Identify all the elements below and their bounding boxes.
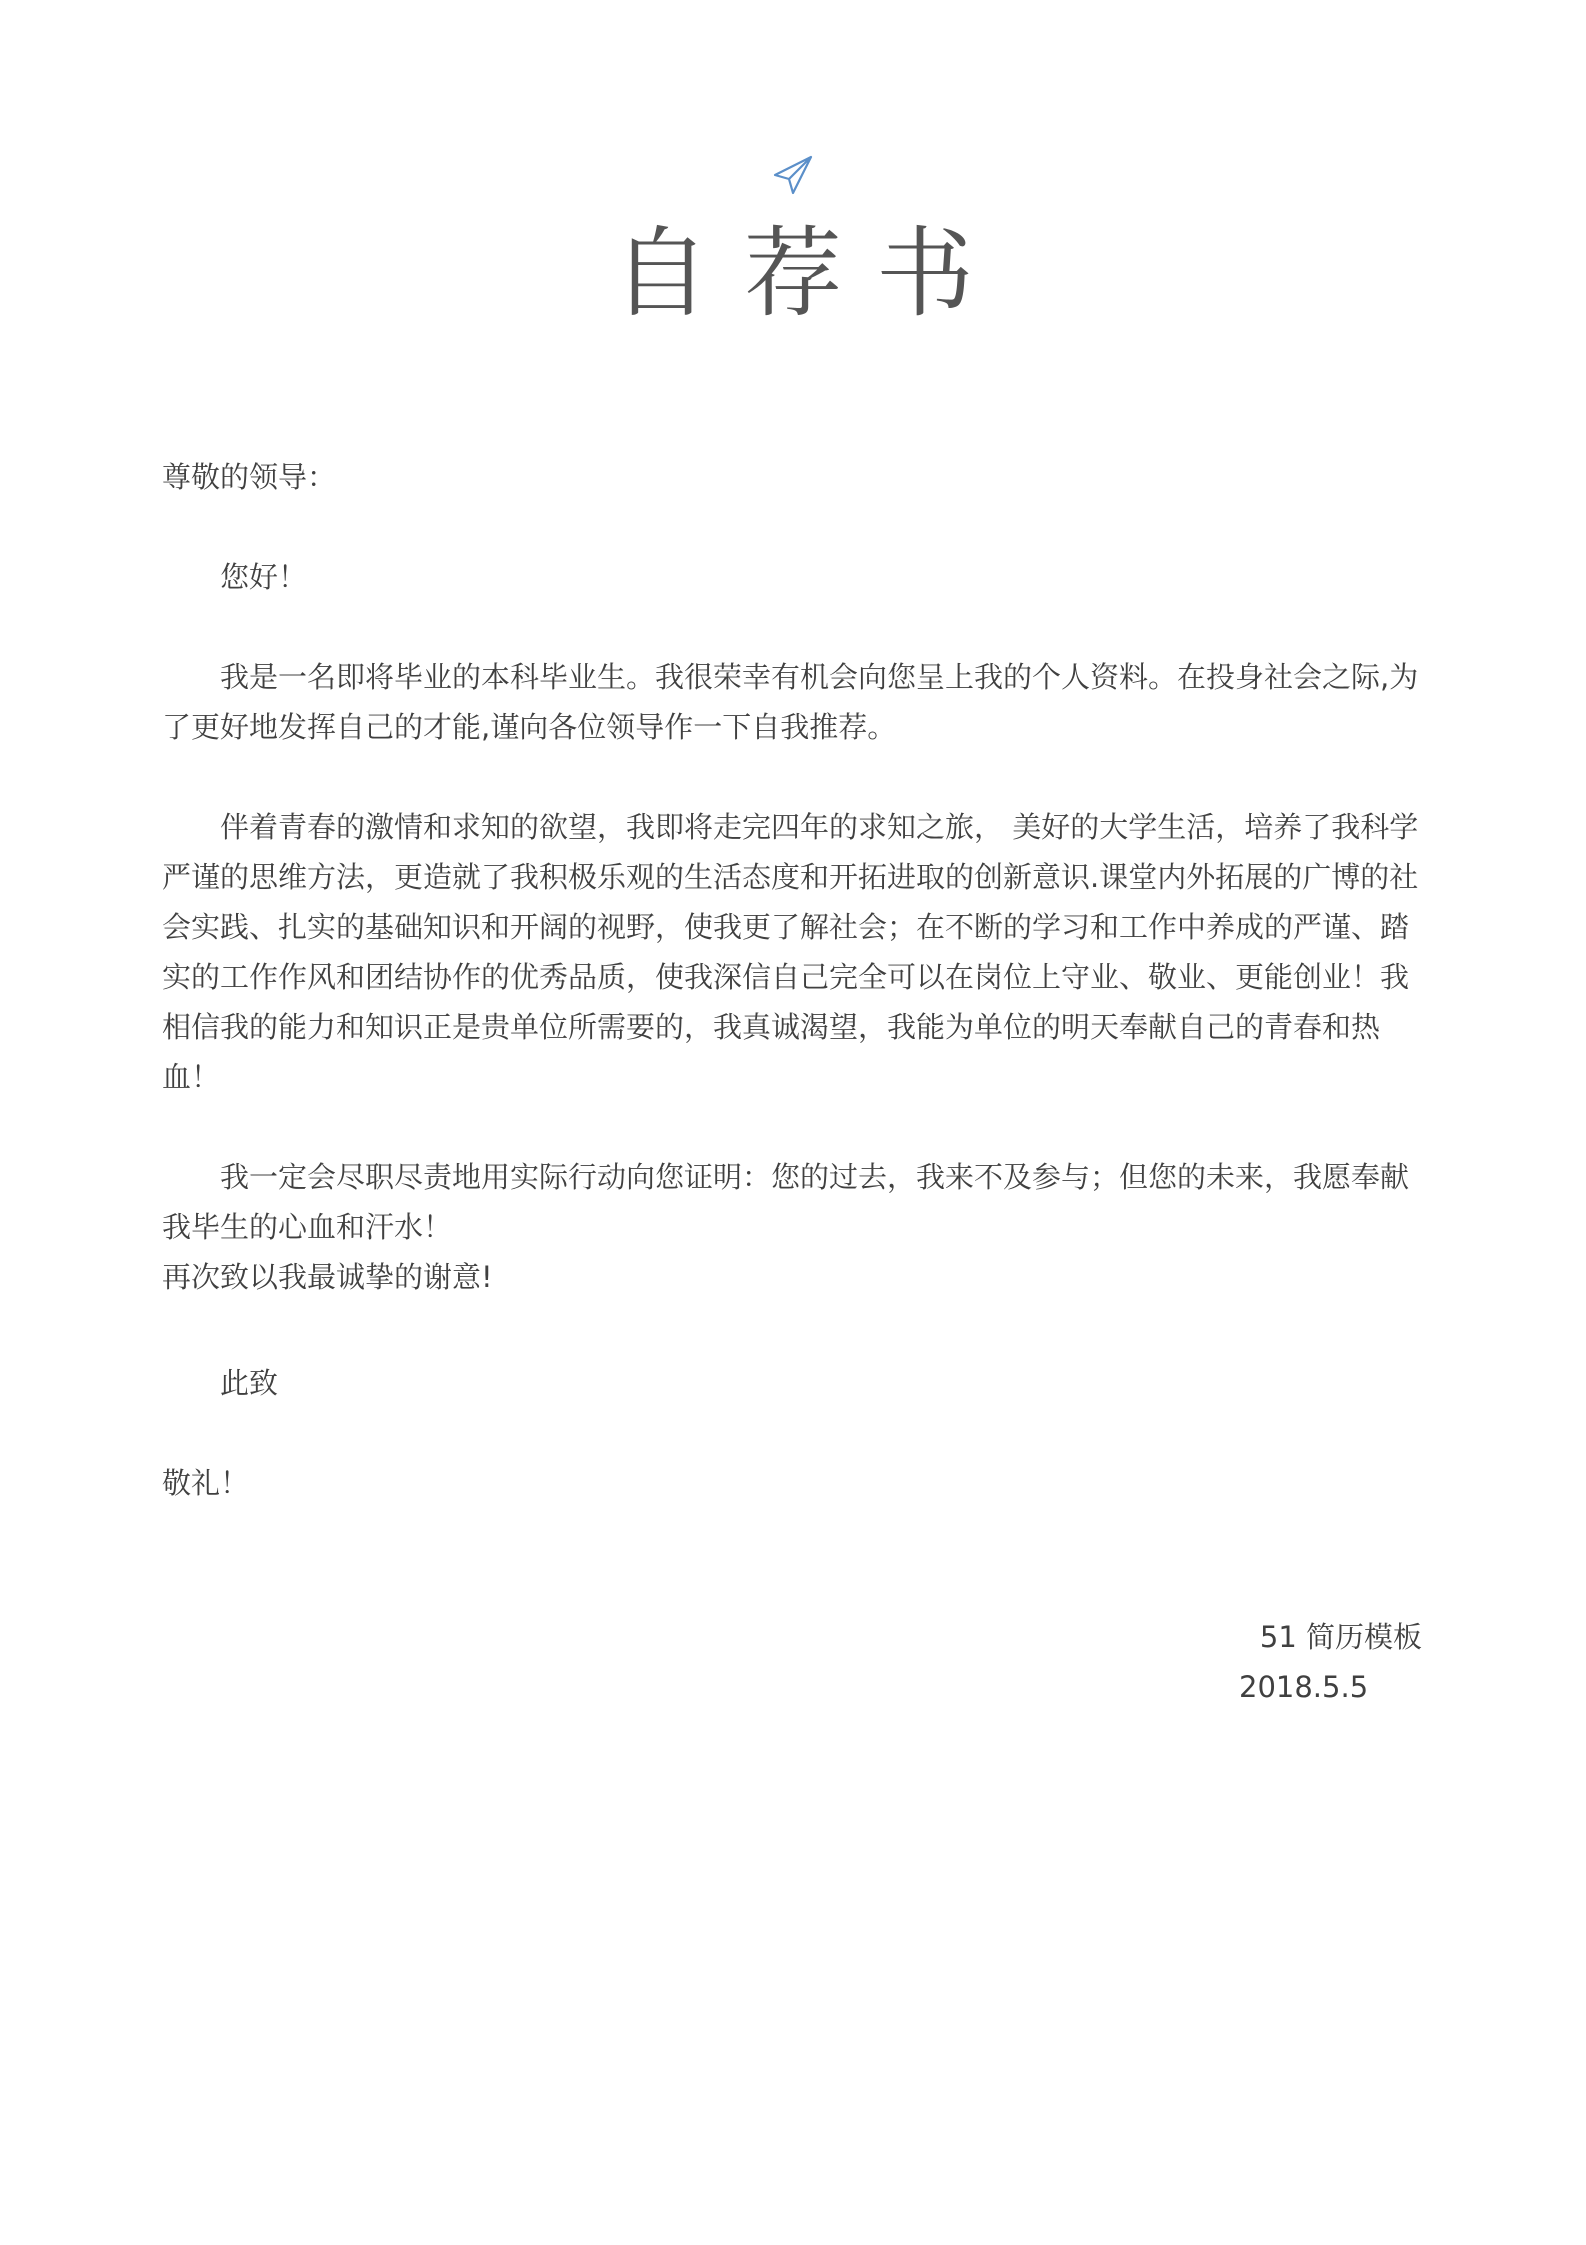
closing-cizhi: 此致	[220, 1366, 279, 1400]
paragraph-intro: 我是一名即将毕业的本科毕业生。我很荣幸有机会向您呈上我的个人资料。在投身社会之际,为了更好地发挥自己的才能,谨向各位领导作一下自我推荐。	[162, 660, 1419, 744]
letter-body	[162, 452, 1432, 1302]
signature-name: 51 简历模板	[1259, 1620, 1422, 1654]
paragraph-commitment: 我一定会尽职尽责地用实际行动向您证明：您的过去，我来不及参与；但您的未来，我愿奉献我毕生的心血和汗水！	[162, 1160, 1410, 1244]
paragraph-experience: 伴着青春的激情和求知的欲望，我即将走完四年的求知之旅， 美好的大学生活，培养了我科学严谨的思维方法，更造就了我积极乐观的生活态度和开拓进取的创新意识.课堂内外拓展的广博的社会实践、扎实的基础知识和开阔的视野，使我更了解社会；在不断的学习和工作中养成的严谨、踏实的工作作风和团结协作的优秀品质，使我深信自己完全可以在岗位上守业、敬业、更能创业！我相信我的能力和知识正是贵单位所需要的，我真诚渴望，我能为单位的明天奉献自己的青春和热血！	[162, 810, 1419, 1094]
salutation: 尊敬的领导：	[162, 460, 337, 494]
greeting: 您好！	[220, 560, 308, 594]
page-title: 自荐书	[611, 217, 1008, 331]
signature-block	[1200, 1612, 1460, 1704]
signature-date: 2018.5.5	[1239, 1670, 1369, 1704]
closing-block	[162, 1358, 762, 1508]
thanks-line: 再次致以我最诚挚的谢意!	[162, 1260, 493, 1294]
closing-jingli: 敬礼！	[162, 1466, 250, 1500]
paper-plane-icon	[771, 153, 815, 197]
